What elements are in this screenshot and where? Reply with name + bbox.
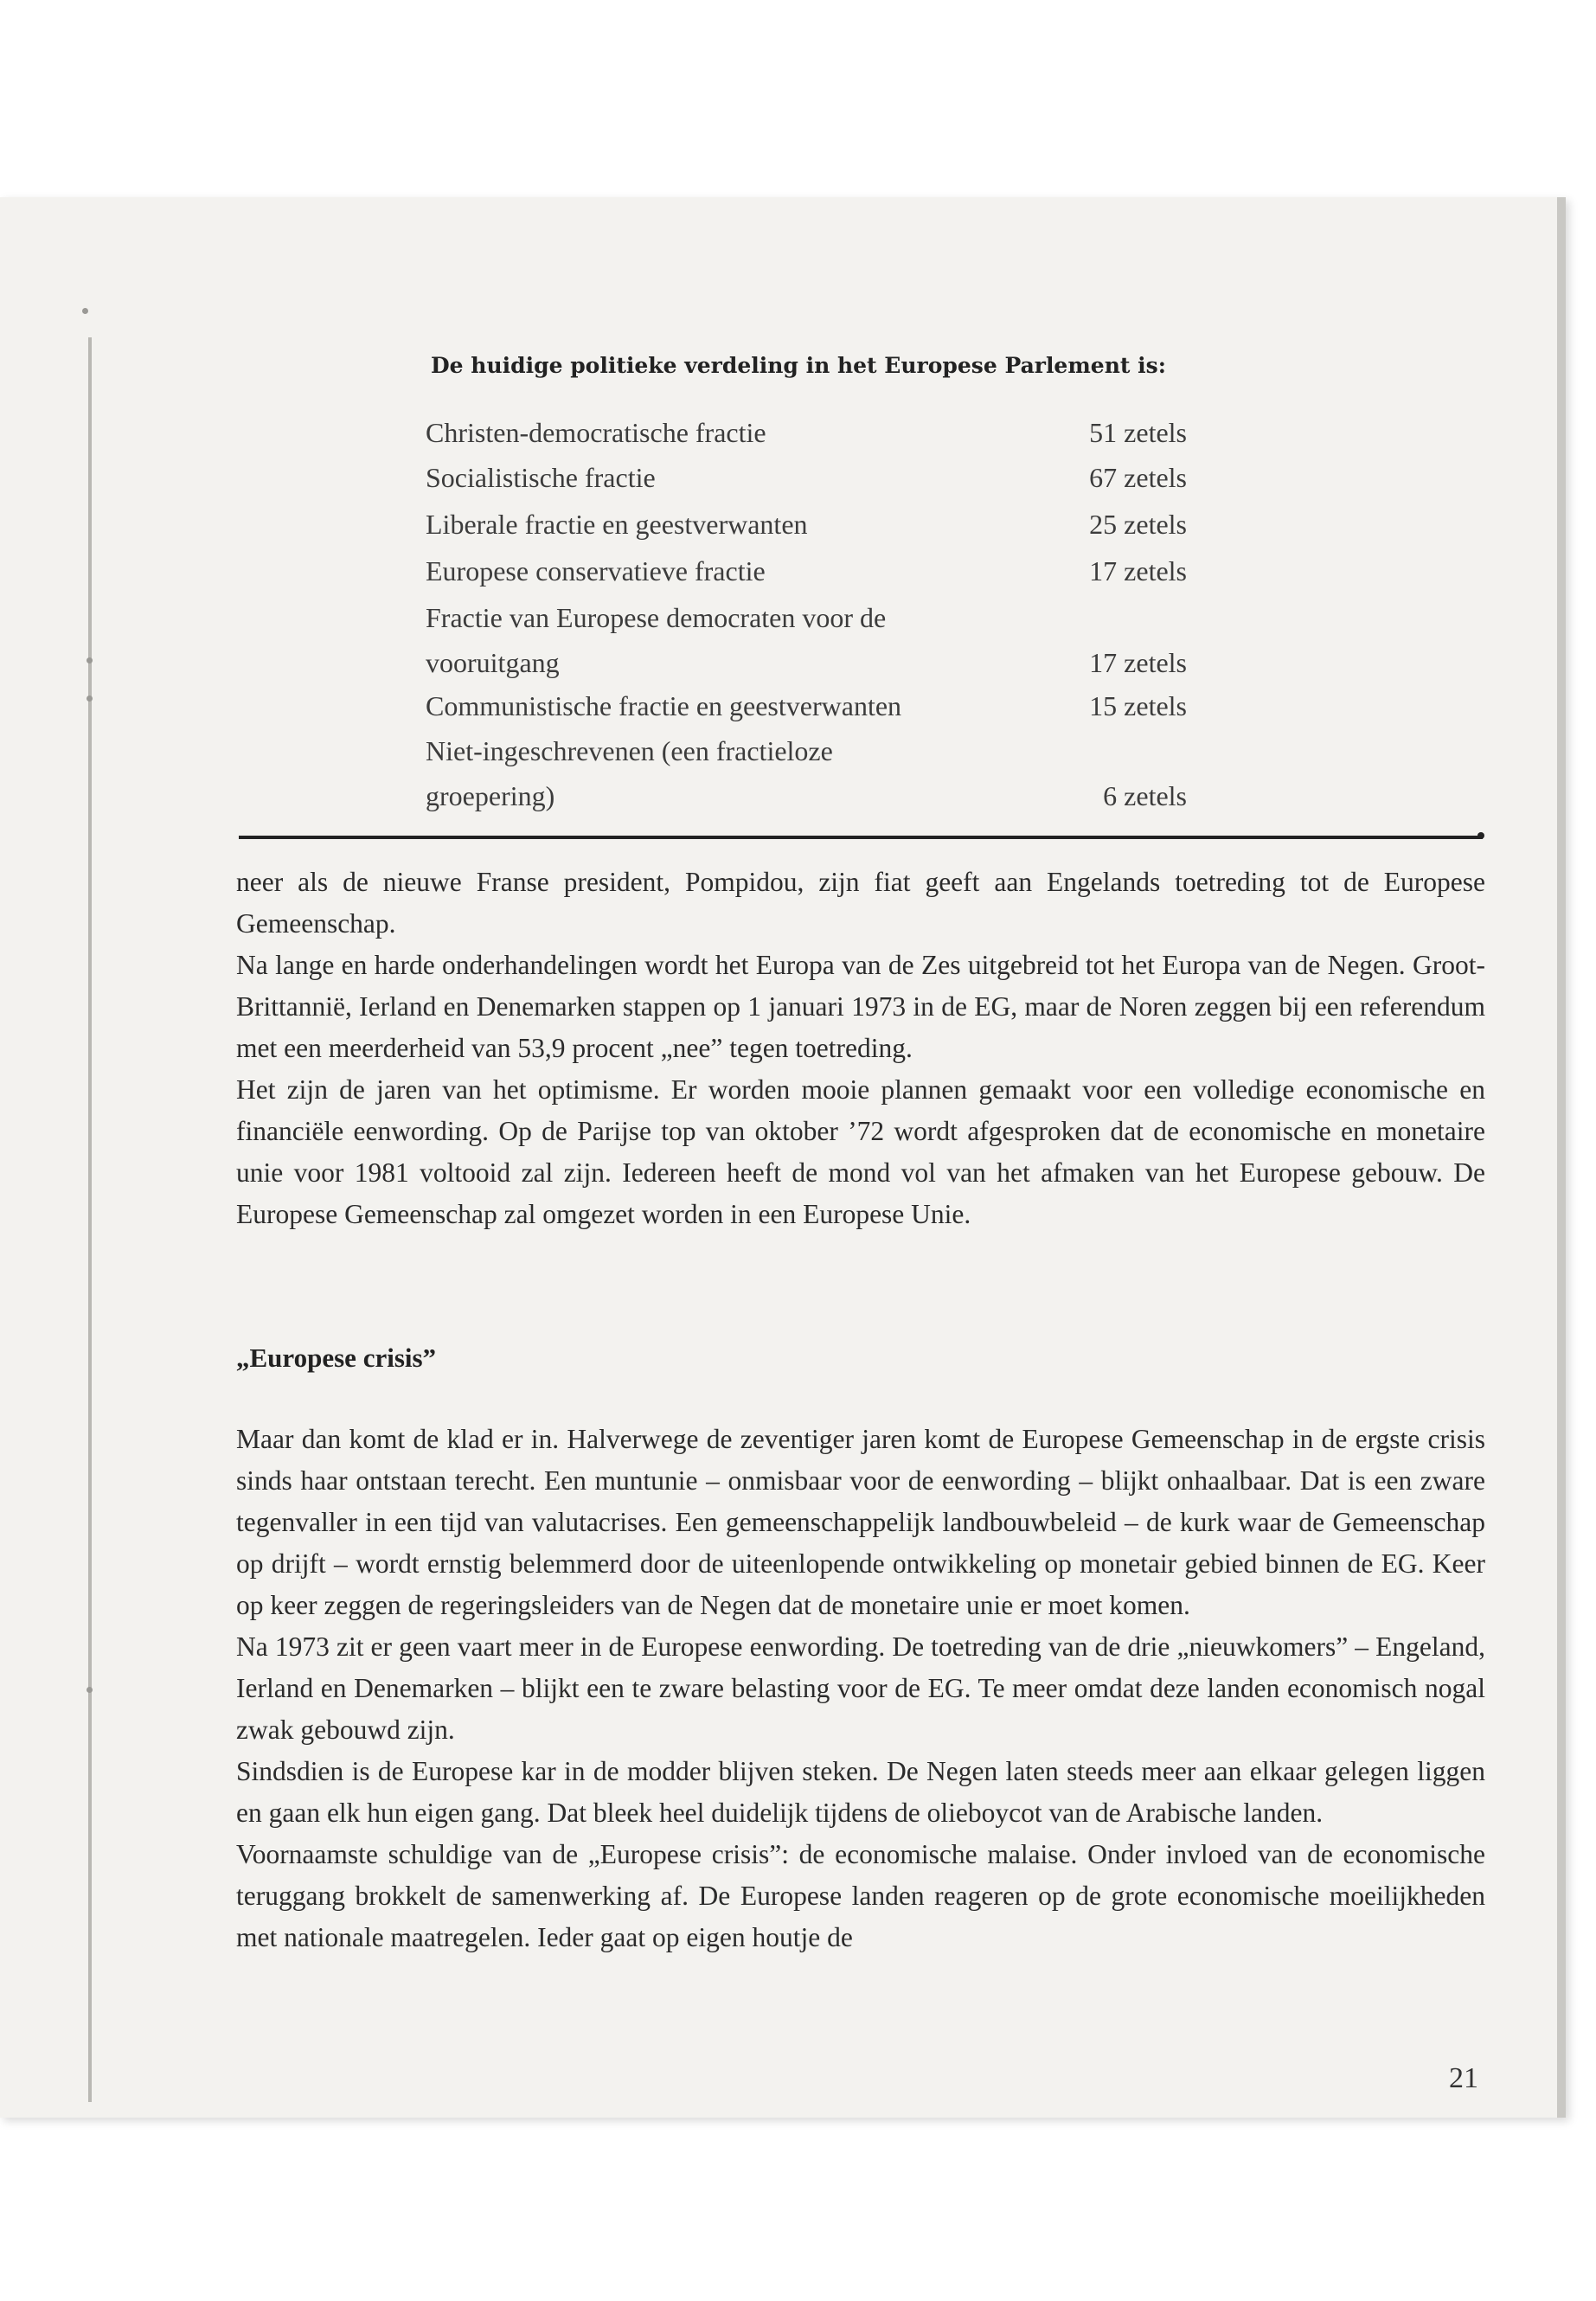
table-divider [239, 836, 1483, 839]
party-name: Christen-democratische fractie [426, 417, 766, 448]
binding-mark [87, 695, 93, 702]
seat-count: 15 zetels [1089, 690, 1187, 721]
page-number: 21 [1449, 2062, 1478, 2094]
body-text-bottom [236, 1419, 1485, 1958]
party-name: Communistische fractie en geestverwanten [426, 690, 902, 721]
party-name: Niet-ingeschrevenen (een fractieloze groepering) [426, 735, 833, 811]
paragraph: Voornaamste schuldige van de „Europese crisis”: de economische malaise. Onder invloed van de economische teruggang brokkelt de samenwerking af. De Europese landen reageren op de grote economische moeilijkheden met nationale maatregelen. Ieder gaat op eigen houtje de [236, 1839, 1485, 1952]
paragraph: neer als de nieuwe Franse president, Pompidou, zijn fiat geeft aan Engelands toetreding tot de Europese Gemeenschap. [236, 867, 1485, 939]
binding-mark [87, 657, 93, 663]
paragraph: Sindsdien is de Europese kar in de modder blijven steken. De Negen laten steeds meer aan elkaar gelegen liggen en gaan elk hun eigen gang. Dat bleek heel duidelijk tijdens de olieboycot van de Arabische landen. [236, 1756, 1485, 1828]
seat-count: 17 zetels [1089, 555, 1187, 586]
seat-count: 51 zetels [1089, 417, 1187, 448]
seat-count: 6 zetels [1103, 780, 1187, 811]
divider-end [1477, 832, 1484, 839]
seat-count: 17 zetels [1089, 647, 1187, 678]
binding-mark [87, 1687, 93, 1693]
table-row [426, 502, 1187, 547]
table-row [426, 728, 1187, 818]
party-name: Liberale fractie en geestverwanten [426, 509, 808, 540]
party-name: Socialistische fractie [426, 462, 656, 493]
table-row [426, 595, 1187, 685]
table-row [426, 683, 1187, 728]
body-text-top [236, 862, 1485, 1235]
section-heading: „Europese crisis” [236, 1343, 437, 1373]
table-title: De huidige politieke verdeling in het Europese Parlement is: [431, 353, 1166, 378]
page-binding-edge [88, 337, 92, 2102]
paragraph: Na lange en harde onderhandelingen wordt het Europa van de Zes uitgebreid tot het Europa van de Negen. Groot-Brittannië, Ierland en Denemarken stappen op 1 januari 1973 in de EG, maar de Noren zeggen bij een referendum met een meerderheid van 53,9 procent „nee” tegen toetreding. [236, 950, 1485, 1063]
party-name: Europese conservatieve fractie [426, 555, 766, 586]
party-name: Fractie van Europese democraten voor de vooruitgang [426, 602, 887, 678]
table-row [426, 548, 1187, 593]
paragraph: Maar dan komt de klad er in. Halverwege de zeventiger jaren komt de Europese Gemeenschap in de ergste crisis sinds haar ontstaan terecht. Een muntunie – onmisbaar voor de eenwording – blijkt onhaalbaar. Dat is een zware tegenvaller in een tijd van valutacrises. Een gemeenschappelijk landbouwbeleid – de kurk waar de Gemeenschap op drijft – wordt ernstig belemmerd door de uiteenlopende ontwikkeling op monetair gebied binnen de EG. Keer op keer zeggen de regeringsleiders van de Negen dat de monetaire unie er moet komen. [236, 1424, 1485, 1620]
paragraph: Het zijn de jaren van het optimisme. Er worden mooie plannen gemaakt voor een volledige economische en financiële eenwording. Op de Parijse top van oktober ’72 wordt afgesproken dat de economische en monetaire unie voor 1981 voltooid zal zijn. Iedereen heeft de mond vol van het afmaken van het Europese gebouw. De Europese Gemeenschap zal omgezet worden in een Europese Unie. [236, 1074, 1485, 1229]
binding-mark [82, 308, 88, 314]
table-row [426, 410, 1187, 455]
table-row [426, 455, 1187, 500]
seat-count: 25 zetels [1089, 509, 1187, 540]
seat-count: 67 zetels [1089, 462, 1187, 493]
paragraph: Na 1973 zit er geen vaart meer in de Europese eenwording. De toetreding van de drie „nieuwkomers” – Engeland, Ierland en Denemarken – blijkt een te zware belasting voor de EG. Te meer omdat deze landen economisch nogal zwak gebouwd zijn. [236, 1631, 1485, 1745]
